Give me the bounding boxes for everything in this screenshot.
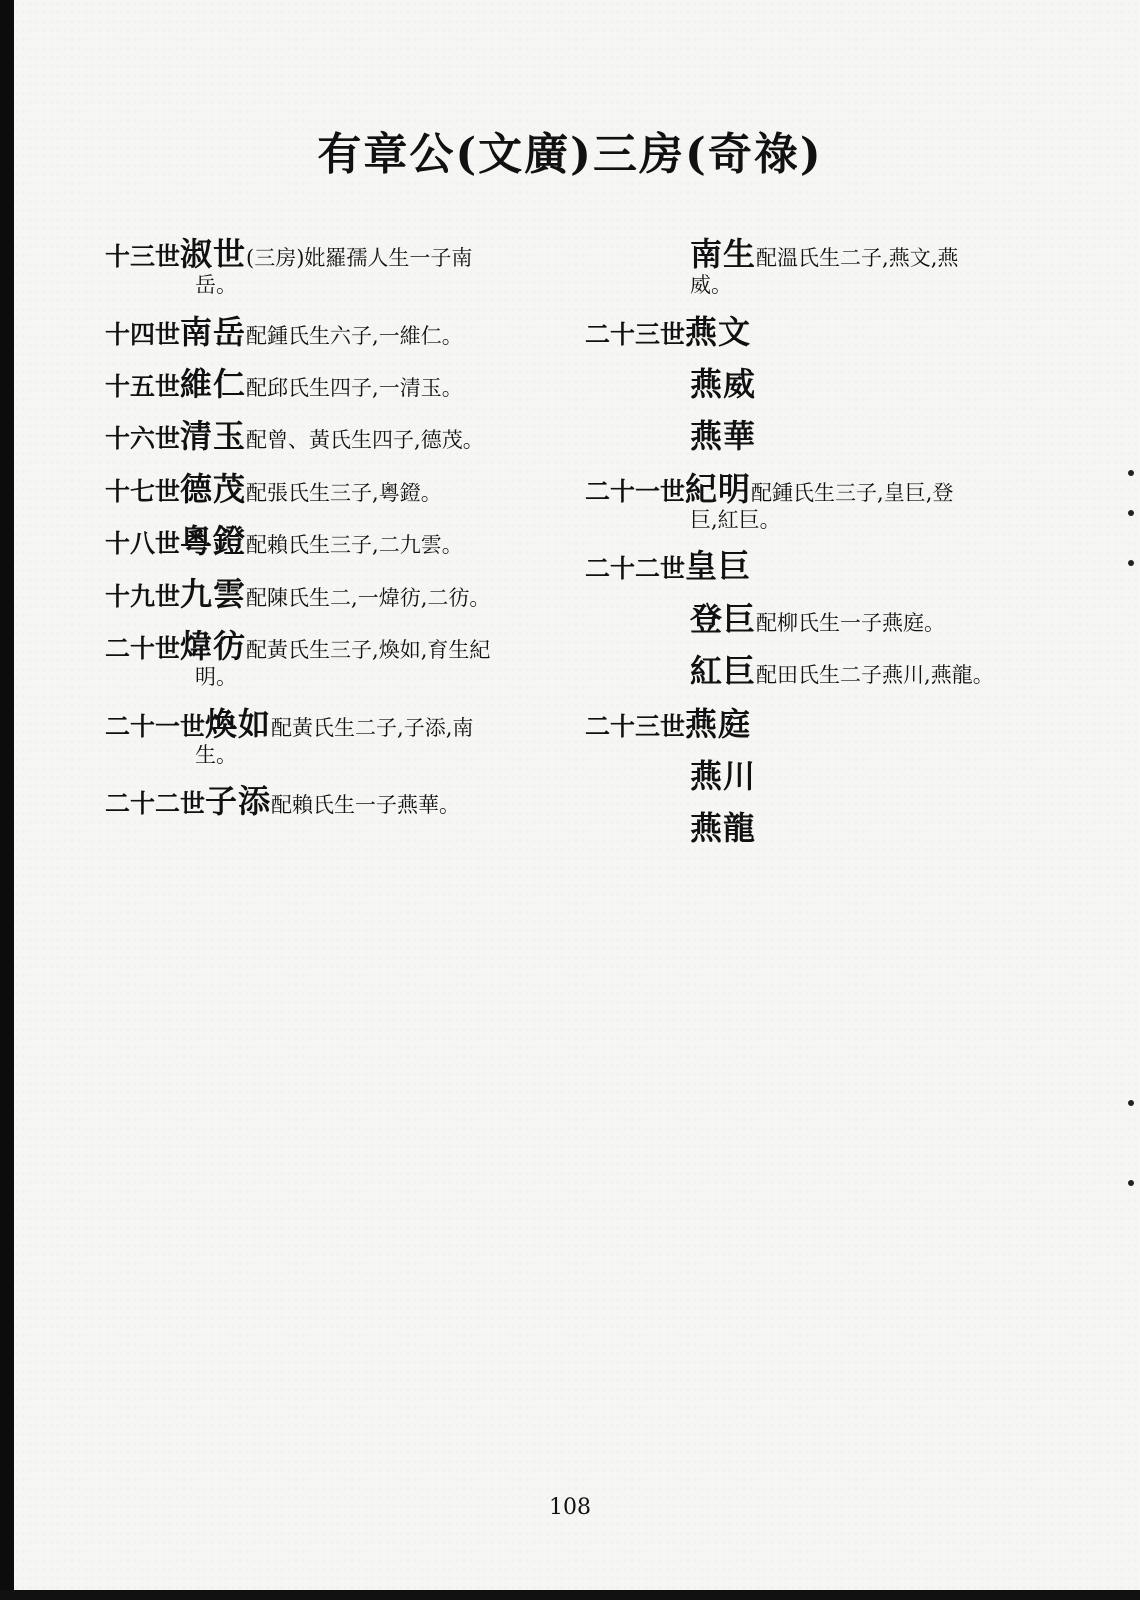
- person-name: 燕龍: [690, 809, 757, 848]
- generation-label: 十八世: [105, 529, 181, 559]
- entry-continuation: 巨,紅巨。: [690, 508, 781, 533]
- generation-label: 二十一世: [105, 711, 206, 741]
- person-name: 燕文: [685, 312, 752, 351]
- entry-description: 配曾、黃氏生四子,德茂。: [246, 428, 484, 453]
- entry-continuation: 明。: [195, 665, 237, 690]
- person-name: 維仁: [180, 364, 247, 403]
- person-name: 淑世: [180, 235, 247, 273]
- genealogy-entry: [585, 313, 1085, 351]
- entry-continuation: 岳。: [195, 273, 237, 298]
- generation-label: 二十三世: [585, 319, 686, 349]
- entry-description: 配邱氏生四子,一清玉。: [246, 375, 463, 400]
- person-name: 登巨: [690, 599, 757, 638]
- entry-description: 配柳氏生一子燕庭。: [756, 610, 946, 635]
- genealogy-entry: [585, 705, 1085, 743]
- person-name: 子添: [205, 782, 272, 821]
- generation-label: 二十二世: [105, 789, 206, 819]
- person-name: 紀明: [685, 469, 752, 508]
- generation-label: 二十一世: [585, 476, 686, 506]
- page-number: 108: [549, 1495, 591, 1520]
- genealogy-entry: [585, 547, 1085, 585]
- genealogy-entry: [585, 365, 1085, 403]
- entry-continuation: 生。: [195, 742, 237, 767]
- genealogy-entry: [105, 522, 585, 560]
- entry-description: 配黃氏生二子,子添,南: [271, 715, 474, 740]
- generation-label: 二十世: [105, 633, 181, 663]
- genealogy-entry: [105, 417, 585, 455]
- genealogy-entry: [105, 627, 585, 691]
- person-name: 煥如: [205, 704, 272, 743]
- genealogy-entry: [585, 470, 1085, 534]
- genealogy-entry: [105, 575, 585, 613]
- person-name: 燕威: [690, 364, 757, 403]
- person-name: 德茂: [180, 469, 247, 508]
- entry-description: 配鍾氏生三子,皇巨,登: [751, 480, 954, 505]
- entry-description: (三房)妣羅孺人生一子南: [246, 246, 473, 270]
- generation-label: 十三世: [105, 242, 181, 271]
- scan-right-marks: [1110, 450, 1140, 1250]
- entry-description: 配鍾氏生六子,一維仁。: [246, 323, 463, 348]
- person-name: 南岳: [180, 312, 247, 351]
- person-name: 皇巨: [685, 547, 752, 586]
- entry-continuation: 威。: [690, 273, 732, 298]
- generation-label: 十七世: [105, 476, 181, 506]
- person-name: 燕庭: [685, 704, 752, 743]
- genealogy-entry: [105, 782, 585, 820]
- person-name: 南生: [690, 235, 757, 273]
- person-name: 煒彷: [180, 626, 247, 665]
- left-column: [105, 235, 585, 834]
- genealogy-entry: [105, 470, 585, 508]
- person-name: 清玉: [180, 417, 247, 456]
- generation-label: 十九世: [105, 581, 181, 611]
- page-title: 有章公(文廣)三房(奇祿): [317, 129, 823, 180]
- genealogy-entry: [585, 600, 1085, 638]
- entry-description: 配田氏生二子燕川,燕龍。: [756, 663, 994, 688]
- generation-label: 二十三世: [585, 711, 686, 741]
- person-name: 燕川: [690, 756, 757, 795]
- entry-description: 配賴氏生三子,二九雲。: [246, 533, 463, 558]
- genealogy-entry: [585, 417, 1085, 455]
- person-name: 紅巨: [690, 652, 757, 691]
- entry-description: 配溫氏生二子,燕文,燕: [756, 246, 959, 270]
- genealogy-entry: [105, 705, 585, 769]
- scan-left-border: [0, 0, 14, 1600]
- entry-description: 配張氏生三子,粵鐙。: [246, 480, 442, 505]
- genealogy-entry: [105, 235, 585, 299]
- person-name: 九雲: [180, 574, 247, 613]
- generation-label: 二十二世: [585, 554, 686, 584]
- genealogy-entry: [585, 652, 1085, 690]
- right-column: [585, 235, 1085, 862]
- generation-label: 十四世: [105, 319, 181, 349]
- genealogy-entry: [105, 313, 585, 351]
- genealogy-entry: [585, 757, 1085, 795]
- person-name: 粵鐙: [180, 522, 247, 561]
- entry-description: 配陳氏生二,一煒彷,二彷。: [246, 585, 491, 610]
- generation-label: 十五世: [105, 371, 181, 401]
- scan-bottom-border: [0, 1590, 1140, 1600]
- entry-description: 配賴氏生一子燕華。: [271, 793, 461, 818]
- genealogy-entry: [585, 235, 1085, 299]
- person-name: 燕華: [690, 417, 757, 456]
- generation-label: 十六世: [105, 424, 181, 454]
- genealogy-entry: [105, 365, 585, 403]
- entry-description: 配黃氏生三子,煥如,育生紀: [246, 637, 491, 662]
- genealogy-entry: [585, 809, 1085, 847]
